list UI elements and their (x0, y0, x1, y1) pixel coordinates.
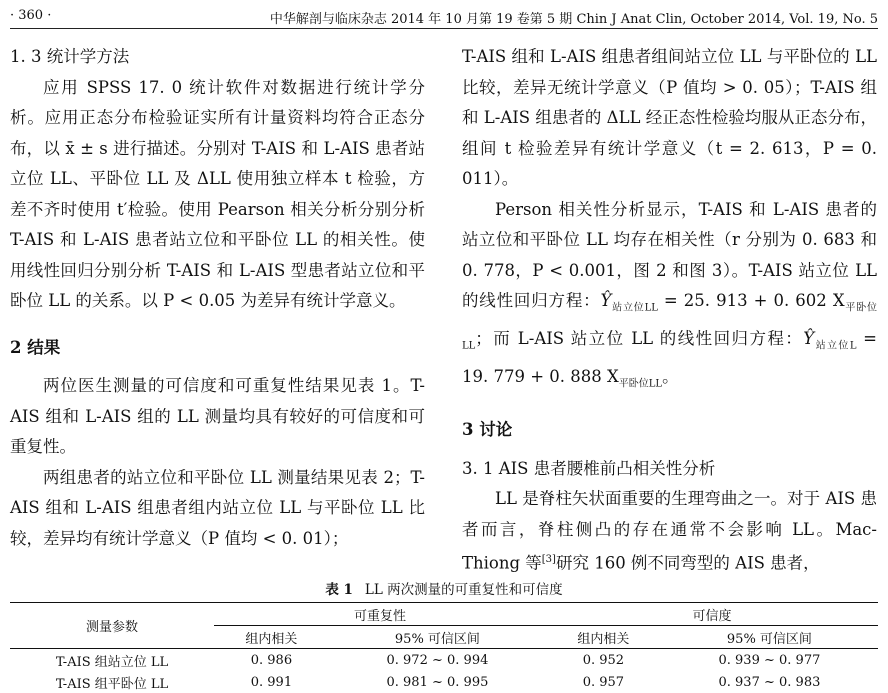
results-paragraph-2: 两组患者的站立位和平卧位 LL 测量结果见表 2；T-AIS 组和 L-AIS 组患者组内站立位 LL 与平卧位 LL 比较，差异均有统计学意义（P 值均 < 0. 01）； (10, 467, 425, 548)
table-caption (10, 578, 878, 598)
table-row: T-AIS 组平卧位 LL 0. 991 0. 981 ~ 0. 995 0. 957 0. 937 ~ 0. 983 (55, 674, 821, 692)
section-heading-results: 2 结果 (10, 337, 61, 357)
section-heading-discussion: 3 讨论 (462, 420, 513, 440)
discussion-paragraph: LL 是脊柱矢状面重要的生理弯曲之一。对于 AIS 患者而言，脊柱侧凸的存在通常不会影响 LL。Mac-Thiong 等[3]研究 160 例不同弯型的 AIS 患者， (462, 489, 877, 573)
results-paragraph-1: 两位医生测量的可信度和可重复性结果见表 1。T-AIS 组和 L-AIS 组的 LL 测量均具有较好的可信度和可重复性。 (10, 376, 425, 456)
section-heading-1-3: 1. 3 统计学方法 (10, 47, 130, 66)
group-header-repeatability: 可重复性 (214, 603, 546, 626)
table-row: T-AIS 组站立位 LL 0. 986 0. 972 ~ 0. 994 0. 952 0. 939 ~ 0. 977 (55, 652, 821, 670)
equation-2: $Ŷ_{站立位L} = 19$. 779 + 0. 888 $X_{平卧位LL}$。 (462, 328, 877, 389)
correlation-text: Person 相关性分析显示，T-AIS 和 L-AIS 患者的站立位和平卧位 LL 均存在相关性（r 分别为 0. 683 和 0. 778，P < 0.001，图 2 和图 3）。T-AIS 站立位 LL 的线性回归方程： (462, 199, 877, 310)
right-column (462, 42, 877, 579)
subheader-icc: 组内相关 (546, 626, 661, 649)
left-column (10, 42, 425, 554)
equation-1: $Ŷ_{站立位LL} = 25$. 913 + 0. 602 $X_{平卧位LL}$； (462, 291, 878, 352)
methods-paragraph: 应用 SPSS 17. 0 统计软件对数据进行统计学分析。应用正态分布检验证实所有计量资料均符合正态分布，以 x̄ ± s 进行描述。分别对 T-AIS 和 L-AIS 患者站立位 LL、平卧位 LL 及 ΔLL 使用独立样本 t 检验，方差不齐时使用 t′检验。使用 Pearson 相关分析分别分析 T-AIS 和 L-AIS 患者站立位和平卧位 LL 的相关性。使用线性回归分别分析 T-AIS 和 L-AIS 型患者站立位和平卧位 LL 的关系。以 P < 0.05 为差异有统计学意义。 (10, 77, 425, 310)
table-title: LL 两次测量的可重复性和可信度 (364, 582, 563, 598)
correlation-paragraph (462, 195, 877, 400)
subheader-ci: 95% 可信区间 (661, 626, 878, 649)
reliability-table (10, 602, 878, 693)
table-1 (10, 578, 878, 693)
page-number: · 360 · (10, 8, 52, 23)
subheader-ci: 95% 可信区间 (329, 626, 546, 649)
results-paragraph-3: T-AIS 组和 L-AIS 组患者组间站立位 LL 与平卧位的 LL 比较，差异无统计学意义（P 值均 > 0. 05）；T-AIS 组和 L-AIS 组患者的 ΔLL 经正态性检验均服从正态分布，组间 t 检验差异有统计学意义（t = 2. 613，P = 0. 011）。 (462, 47, 877, 188)
running-header (10, 4, 878, 29)
col-param-header: 测量参数 (10, 603, 214, 649)
citation-ref: [3] (541, 554, 556, 566)
subheader-icc: 组内相关 (214, 626, 329, 649)
section-heading-3-1: 3. 1 AIS 患者腰椎前凸相关性分析 (462, 458, 716, 478)
correlation-text-2: 而 L-AIS 站立位 LL 的线性回归方程： (491, 328, 804, 348)
journal-citation: 中华解剖与临床杂志 2014 年 10 月第 19 卷第 5 期 Chin J Anat Clin, October 2014, Vol. 19, No. 5 (269, 12, 878, 27)
group-header-reliability: 可信度 (546, 603, 878, 626)
table-label: 表 1 (325, 582, 353, 598)
